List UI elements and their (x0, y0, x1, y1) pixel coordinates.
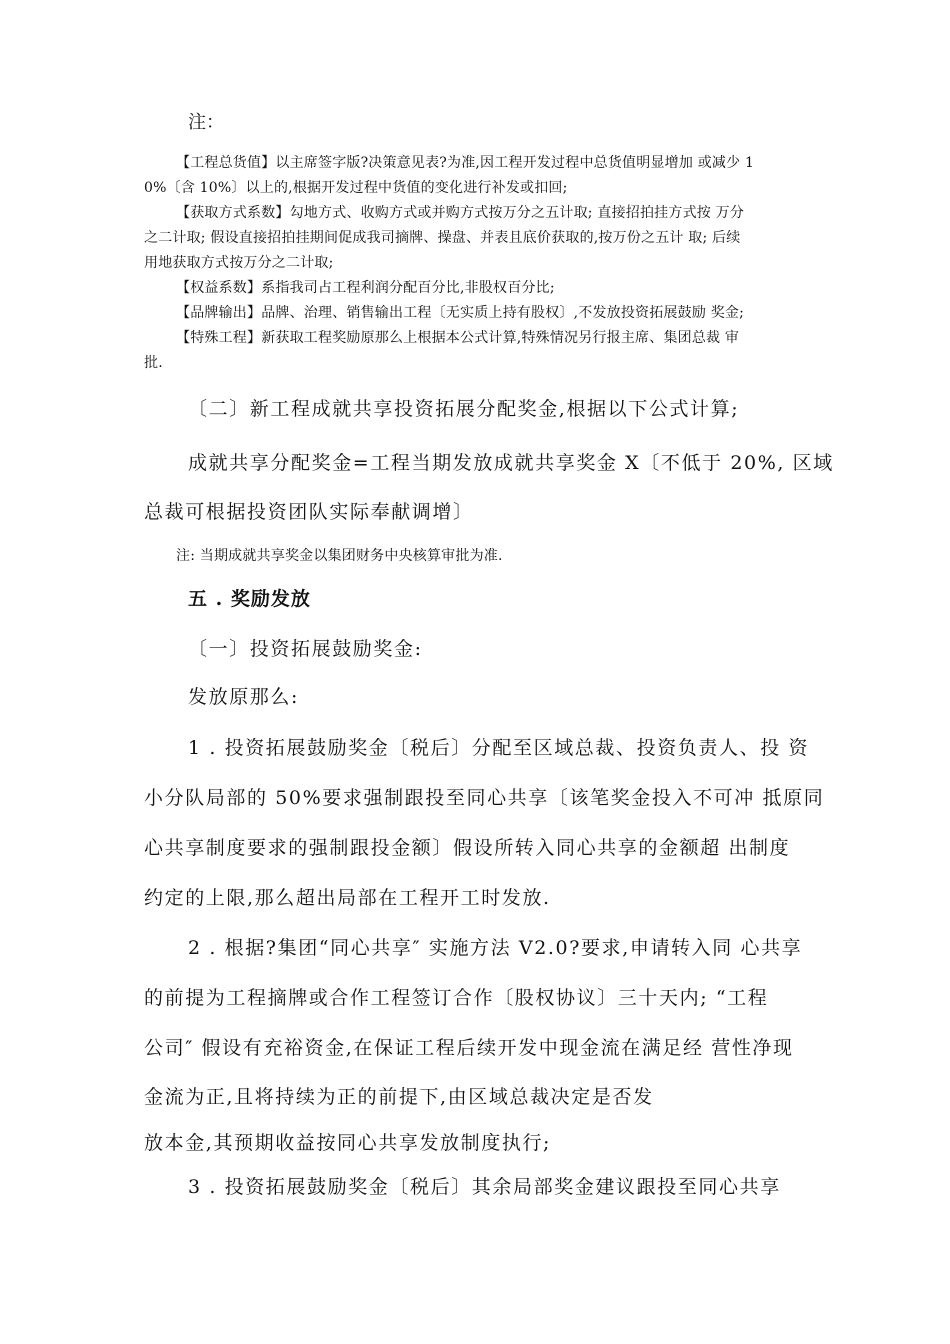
body-line: 的前提为工程摘牌或合作工程签订合作〔股权协议〕三十天内; “工程 (144, 987, 769, 1009)
note-line: 用地获取方式按万分之二计取; (144, 255, 334, 271)
section-5-heading: 五 . 奖励发放 (188, 588, 311, 610)
note-line: 【特殊工程】新获取工程奖励原那么上根据本公式计算,特殊情况另行报主席、集团总裁 审 (176, 330, 740, 346)
body-line: 金流为正,且将持续为正的前提下,由区域总裁决定是否发 (144, 1086, 654, 1108)
formula-line: 成就共享分配奖金=工程当期发放成就共享奖金 X〔不低于 20%, 区域 (188, 452, 834, 474)
principle-label: 发放原那么: (188, 686, 300, 708)
body-line: 放本金,其预期收益按同心共享发放制度执行; (144, 1132, 552, 1154)
note-line: 0%〔含 10%〕以上的,根据开发过程中货值的变化进行补发或扣回; (144, 180, 568, 196)
body-line: 3 . 投资拓展鼓励奖金〔税后〕其余局部奖金建议跟投至同心共享 (188, 1176, 781, 1198)
formula-line: 总裁可根据投资团队实际奉献调增〕 (144, 501, 474, 523)
section-2-title: 〔二〕新工程成就共享投资拓展分配奖金,根据以下公式计算; (188, 398, 740, 420)
note-line: 批. (144, 355, 163, 371)
body-line: 约定的上限,那么超出局部在工程开工时发放. (144, 887, 551, 909)
note-line: 【获取方式系数】勾地方式、收购方式或并购方式按万分之五计取; 直接招拍挂方式按 万分 (176, 205, 745, 221)
body-line: 小分队局部的 50%要求强制跟投至同心共享〔该笔奖金投入不可冲 抵原同 (144, 787, 825, 809)
note-line: 之二计取; 假设直接招拍挂期间促成我司摘牌、操盘、并表且底价获取的,按万份之五计 取; 后续 (144, 230, 741, 246)
note-line: 【工程总货值】以主席签字版?决策意见表?为准,因工程开发过程中总货值明显增加 或减少 1 (176, 155, 755, 171)
formula-note: 注: 当期成就共享奖金以集团财务中央核算审批为准. (176, 548, 503, 564)
note-heading: 注： (188, 112, 224, 133)
subsection-1-title: 〔一〕投资拓展鼓励奖金: (188, 638, 423, 660)
body-line: 心共享制度要求的强制跟投金额〕假设所转入同心共享的金额超 出制度 (144, 837, 791, 859)
body-line: 1 . 投资拓展鼓励奖金〔税后〕分配至区域总裁、投资负责人、投 资 (188, 737, 810, 759)
body-line: 公司″ 假设有充裕资金,在保证工程后续开发中现金流在满足经 营性净现 (144, 1037, 794, 1059)
body-line: 2 . 根据?集团“同心共享″ 实施方法 V2.0?要求,申请转入同 心共享 (188, 937, 803, 959)
note-line: 【权益系数】系指我司占工程利润分配百分比,非股权百分比; (176, 280, 555, 296)
note-line: 【品牌输出】品牌、治理、销售输出工程〔无实质上持有股权〕,不发放投资拓展鼓励 奖金; (176, 305, 745, 321)
